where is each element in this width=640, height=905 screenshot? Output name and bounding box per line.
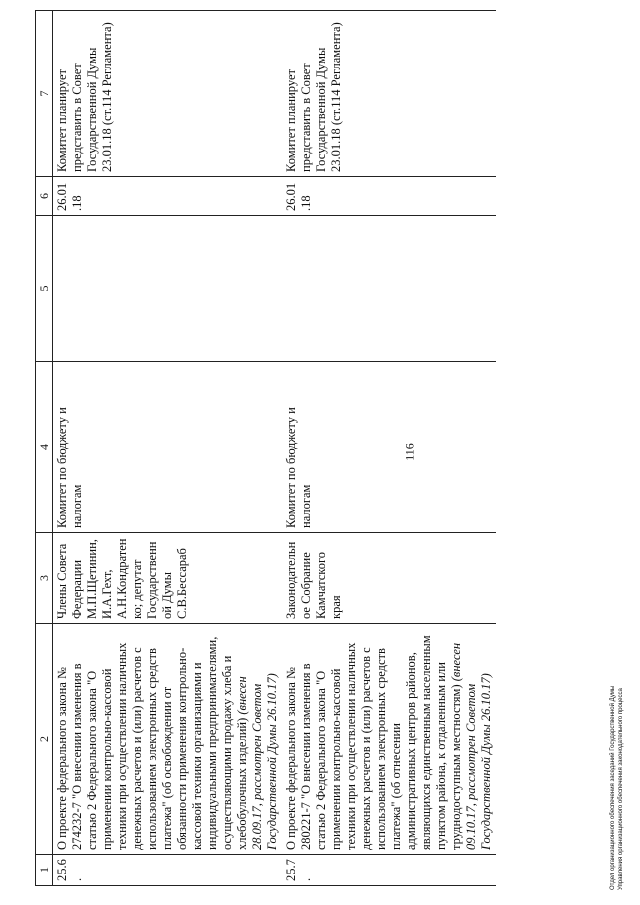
document-footer	[609, 630, 625, 890]
bill-author: Члены Совета Федерации М.П.Щетинин, И.А.Гехт, А.Н.Кондратенко; депутат Государственной Думы С.В.Бессараб	[53, 533, 283, 624]
column-5-cell	[53, 216, 283, 362]
date-cell: 26.01.18	[53, 177, 283, 216]
footer-line-2: Управления организационного обеспечения законодательного процесса	[618, 688, 624, 890]
remark-cell: Комитет планирует представить в Совет Государственной Думы 23.01.18 (ст.114 Регламента)	[282, 11, 496, 177]
bill-table-sheet	[35, 18, 605, 886]
table-header-row	[36, 11, 53, 886]
row-number: 25.6.	[53, 855, 283, 886]
footer-line-1: Отдел организационного обеспечения заседаний Государственной Думы	[610, 685, 616, 890]
table-row	[53, 11, 283, 886]
responsible-committee: Комитет по бюджету и налогам	[282, 362, 496, 533]
bill-text: О проекте федерального закона № 280221-7 "О внесении изменения в статью 2 Федерального закона "О применении контрольно-кассовой техники при осуществлении наличных денежных расчетов и (или) расчетов с использованием электронных средств платежа" (об отнесении административных центров районов, являющихся единственным населенным пунктом района, к отдаленным или труднодоступным местностям)	[284, 635, 463, 850]
column-header-2: 2	[36, 624, 53, 855]
column-header-1: 1	[36, 855, 53, 886]
remark-cell: Комитет планирует представить в Совет Государственной Думы 23.01.18 (ст.114 Регламента)	[53, 11, 283, 177]
responsible-committee: Комитет по бюджету и налогам	[53, 362, 283, 533]
bill-table	[35, 10, 496, 886]
bill-description	[53, 624, 283, 855]
column-header-3: 3	[36, 533, 53, 624]
column-header-4: 4	[36, 362, 53, 533]
column-header-5: 5	[36, 216, 53, 362]
bill-text: О проекте федерального закона № 274232-7 "О внесении изменения в статью 2 Федерального закона "О применении контрольно-кассовой техники при осуществлении наличных денежных расчетов и (или) расчетов с использованием электронных средств платежа" (об освобождении от обязанности применения контрольно-кассовой техники организациями и индивидуальными предпринимателями, осуществляющими продажу хлеба и хлебобулочных изделий)	[55, 636, 249, 850]
column-header-6: 6	[36, 177, 53, 216]
column-header-7: 7	[36, 11, 53, 177]
bill-author: Законодательное Собрание Камчатского края	[282, 533, 496, 624]
bill-note: (внесен 28.09.17, рассмотрен Советом Государственной Думы 26.10.17)	[235, 673, 279, 850]
column-5-cell	[282, 216, 496, 362]
bill-description	[282, 624, 496, 855]
row-number: 25.7.	[282, 855, 496, 886]
table-row	[282, 11, 496, 886]
bill-note: (внесен 09.10.17, рассмотрен Советом Государственной Думы 26.10.17)	[449, 642, 493, 850]
page-number: 116	[402, 443, 417, 461]
date-cell: 26.01.18	[282, 177, 496, 216]
